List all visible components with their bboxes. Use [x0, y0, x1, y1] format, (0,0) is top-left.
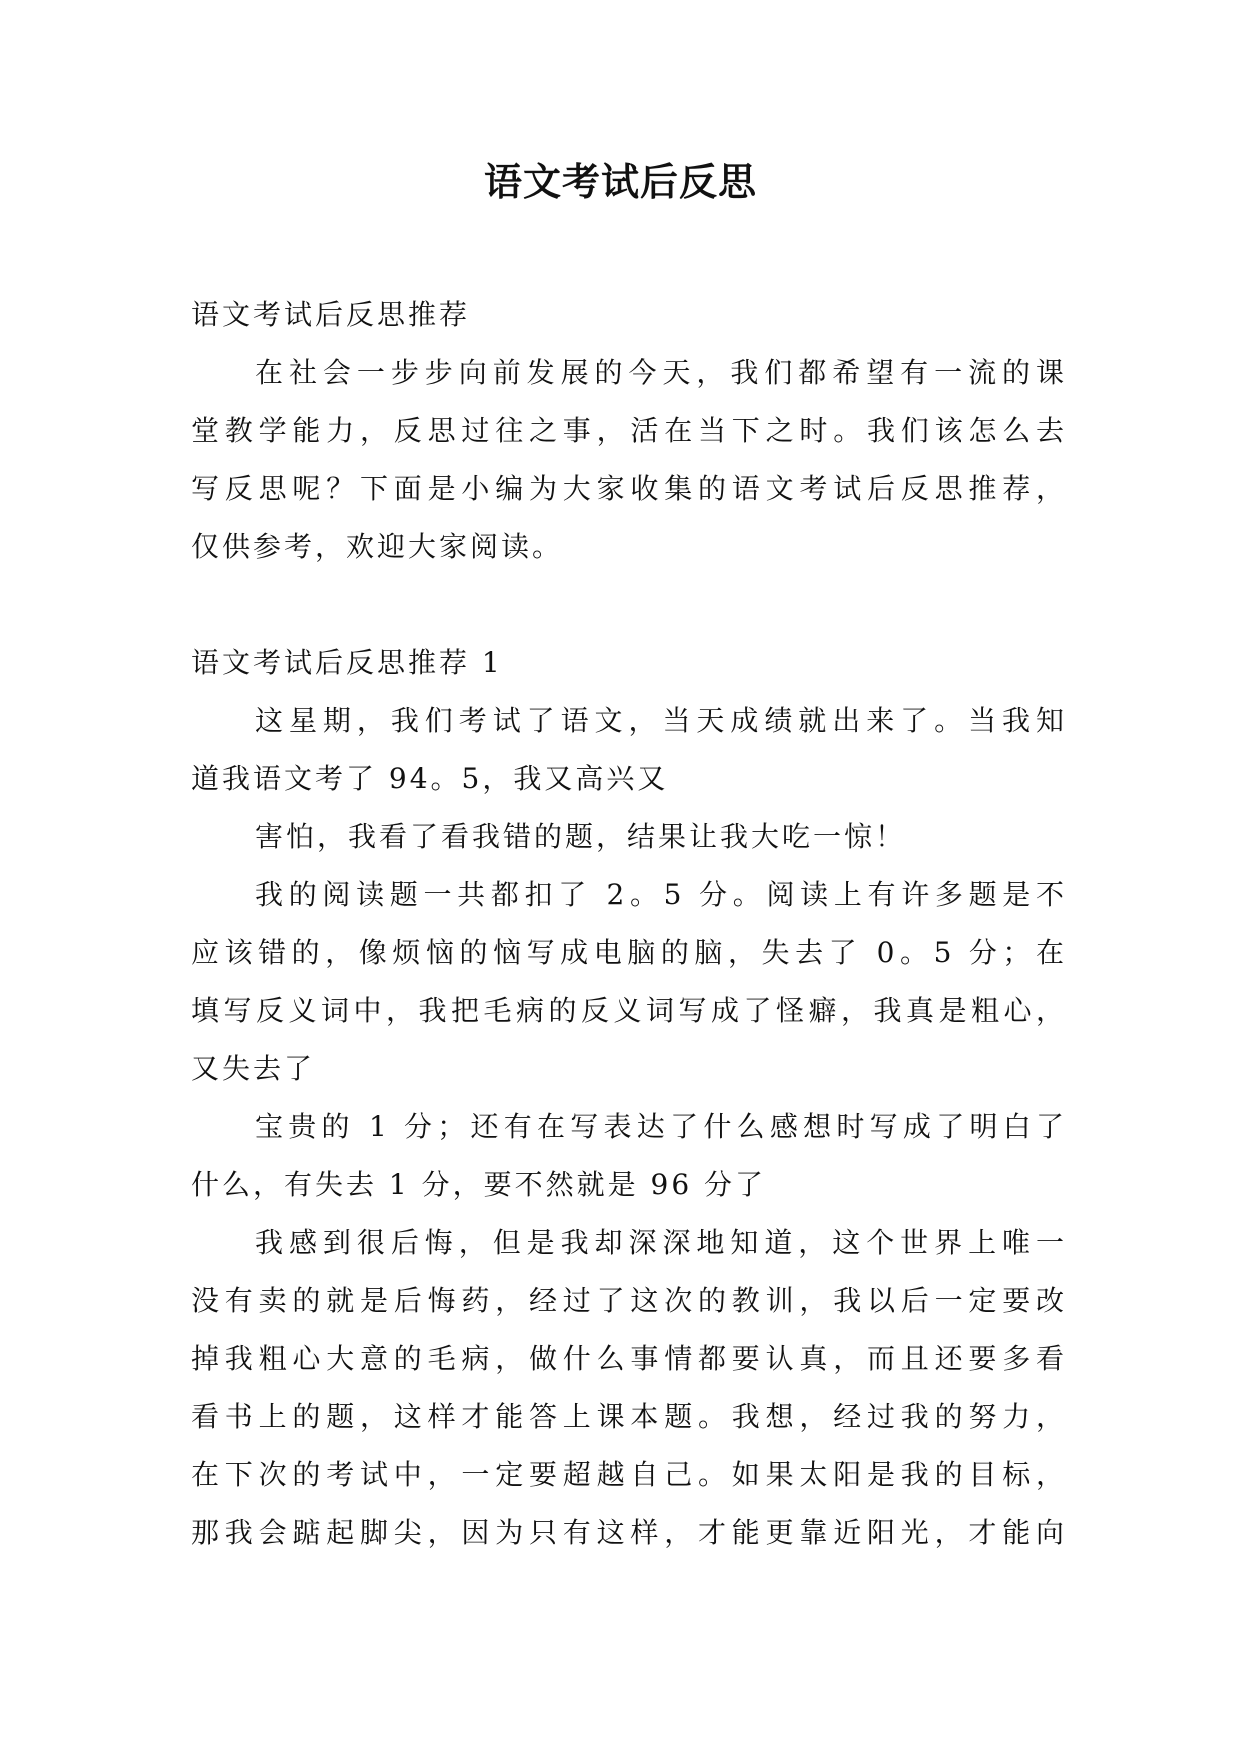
- section-1-paragraph-line: 没有卖的就是后悔药，经过了这次的教训，我以后一定要改: [191, 1284, 1067, 1317]
- document-title: 语文考试后反思: [483, 159, 757, 204]
- section-1-paragraph-line: 看书上的题，这样才能答上课本题。我想，经过我的努力，: [191, 1400, 1067, 1433]
- section-1-paragraph-line: 我感到很后悔，但是我却深深地知道，这个世界上唯一: [255, 1226, 1067, 1259]
- intro-paragraph-line: 在社会一步步向前发展的今天，我们都希望有一流的课: [255, 356, 1067, 389]
- section-1-paragraph-line: 掉我粗心大意的毛病，做什么事情都要认真，而且还要多看: [191, 1342, 1067, 1375]
- intro-paragraph-line: 堂教学能力，反思过往之事，活在当下之时。我们该怎么去: [191, 414, 1067, 447]
- intro-heading: 语文考试后反思推荐: [191, 298, 471, 331]
- section-1-paragraph-line: 害怕，我看了看我错的题，结果让我大吃一惊！: [255, 820, 907, 853]
- section-1-paragraph-line: 应该错的，像烦恼的恼写成电脑的脑，失去了 0。5 分；在: [191, 936, 1067, 969]
- section-1-paragraph-line: 填写反义词中，我把毛病的反义词写成了怪癖，我真是粗心，: [191, 994, 1067, 1027]
- section-1-paragraph-line: 什么，有失去 1 分，要不然就是 96 分了: [191, 1168, 767, 1201]
- section-1-paragraph-line: 我的阅读题一共都扣了 2。5 分。阅读上有许多题是不: [255, 878, 1067, 911]
- intro-paragraph-line: 写反思呢？下面是小编为大家收集的语文考试后反思推荐，: [191, 472, 1067, 505]
- intro-paragraph-line: 仅供参考，欢迎大家阅读。: [191, 530, 564, 563]
- section-1-paragraph-line: 又失去了: [191, 1052, 316, 1085]
- section-1-heading: 语文考试后反思推荐 1: [191, 646, 503, 679]
- section-1-block: [191, 634, 1067, 1562]
- section-1-paragraph-line: 这星期，我们考试了语文，当天成绩就出来了。当我知: [255, 704, 1067, 737]
- section-1-paragraph-line: 宝贵的 1 分；还有在写表达了什么感想时写成了明白了: [255, 1110, 1067, 1143]
- section-1-paragraph-line: 在下次的考试中，一定要超越自己。如果太阳是我的目标，: [191, 1458, 1067, 1491]
- intro-block: [191, 286, 1067, 576]
- section-1-paragraph-line: 道我语文考了 94。5，我又高兴又: [191, 762, 669, 795]
- section-1-paragraph-line: 那我会踮起脚尖，因为只有这样，才能更靠近阳光，才能向: [191, 1516, 1067, 1549]
